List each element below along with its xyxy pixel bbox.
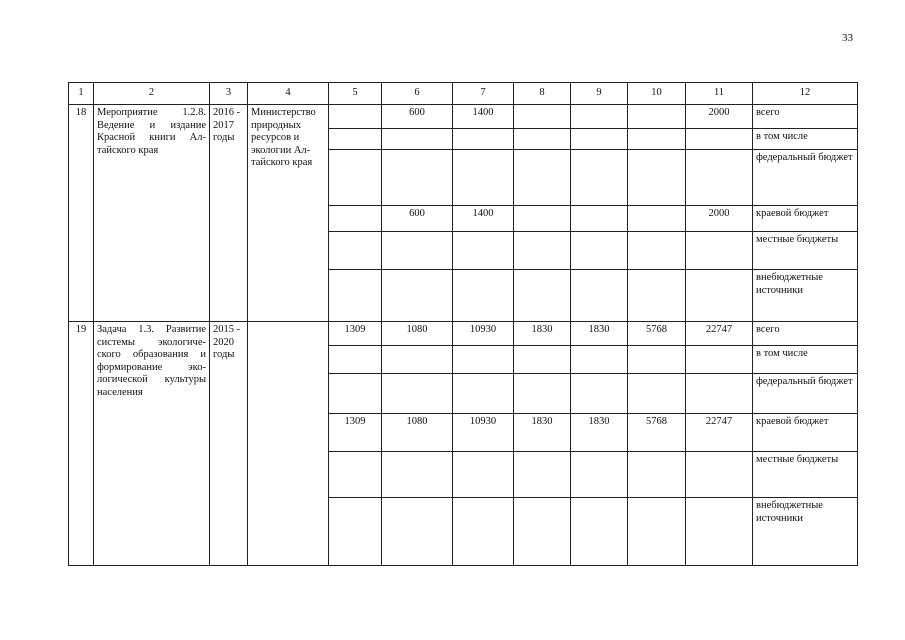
value-cell: [686, 498, 753, 566]
measure-name: Задача 1.3. Развитие системы экологиче-ского образования и формирование эко-логической культуры населения: [94, 322, 210, 566]
funding-source-cell: всего: [753, 322, 858, 346]
value-cell: [571, 232, 628, 270]
value-cell: [514, 129, 571, 150]
funding-source-cell: внебюджетные источники: [753, 270, 858, 322]
value-cell: [329, 150, 382, 206]
value-cell: [382, 452, 453, 498]
value-cell: [571, 129, 628, 150]
value-cell: [453, 150, 514, 206]
value-cell: [514, 206, 571, 232]
value-cell: [571, 498, 628, 566]
value-cell: [571, 206, 628, 232]
value-cell: 22747: [686, 414, 753, 452]
header-cell: 8: [514, 83, 571, 105]
value-cell: [571, 452, 628, 498]
funding-source-cell: всего: [753, 105, 858, 129]
value-cell: [453, 498, 514, 566]
value-cell: [514, 270, 571, 322]
value-cell: [329, 232, 382, 270]
value-cell: [628, 498, 686, 566]
value-cell: [514, 498, 571, 566]
value-cell: [382, 374, 453, 414]
value-cell: [514, 150, 571, 206]
value-cell: [686, 150, 753, 206]
header-cell: 9: [571, 83, 628, 105]
value-cell: [514, 452, 571, 498]
header-cell: 2: [94, 83, 210, 105]
value-cell: 10930: [453, 322, 514, 346]
value-cell: [514, 346, 571, 374]
table-row: [69, 322, 858, 346]
value-cell: [329, 270, 382, 322]
value-cell: [686, 346, 753, 374]
value-cell: 1830: [571, 414, 628, 452]
budget-table: [68, 82, 858, 566]
value-cell: [382, 498, 453, 566]
page-number: 33: [842, 32, 853, 44]
value-cell: [329, 105, 382, 129]
value-cell: [329, 206, 382, 232]
header-cell: 5: [329, 83, 382, 105]
header-cell: 7: [453, 83, 514, 105]
value-cell: 5768: [628, 414, 686, 452]
header-cell: 11: [686, 83, 753, 105]
value-cell: [628, 105, 686, 129]
value-cell: 1830: [571, 322, 628, 346]
value-cell: 1830: [514, 322, 571, 346]
value-cell: 1309: [329, 414, 382, 452]
value-cell: [686, 270, 753, 322]
value-cell: [453, 452, 514, 498]
funding-source-cell: местные бюджеты: [753, 452, 858, 498]
value-cell: [382, 346, 453, 374]
value-cell: 600: [382, 105, 453, 129]
value-cell: [453, 374, 514, 414]
value-cell: 10930: [453, 414, 514, 452]
funding-source-cell: федеральный бюджет: [753, 150, 858, 206]
value-cell: 1080: [382, 414, 453, 452]
header-cell: 4: [248, 83, 329, 105]
value-cell: [571, 150, 628, 206]
value-cell: [628, 374, 686, 414]
value-cell: [628, 232, 686, 270]
value-cell: [382, 129, 453, 150]
value-cell: [382, 150, 453, 206]
value-cell: 5768: [628, 322, 686, 346]
value-cell: [329, 498, 382, 566]
value-cell: [686, 374, 753, 414]
value-cell: [686, 129, 753, 150]
value-cell: [686, 452, 753, 498]
value-cell: 600: [382, 206, 453, 232]
value-cell: [514, 232, 571, 270]
value-cell: [571, 270, 628, 322]
value-cell: 1830: [514, 414, 571, 452]
value-cell: [628, 206, 686, 232]
table-row: [69, 105, 858, 129]
header-cell: 10: [628, 83, 686, 105]
executor-cell: [248, 322, 329, 566]
header-row: [69, 83, 858, 105]
period-cell: 2016 - 2017 годы: [210, 105, 248, 322]
value-cell: [453, 270, 514, 322]
value-cell: [686, 232, 753, 270]
funding-source-cell: внебюджетные источники: [753, 498, 858, 566]
value-cell: [329, 129, 382, 150]
value-cell: [628, 452, 686, 498]
funding-source-cell: краевой бюджет: [753, 206, 858, 232]
header-cell: 3: [210, 83, 248, 105]
period-cell: 2015 - 2020 годы: [210, 322, 248, 566]
measure-name: Мероприятие 1.2.8. Ведение и издание Красной книги Ал-тайского края: [94, 105, 210, 322]
value-cell: [382, 232, 453, 270]
value-cell: [571, 374, 628, 414]
value-cell: [329, 346, 382, 374]
value-cell: [628, 270, 686, 322]
value-cell: [329, 452, 382, 498]
row-number: 19: [69, 322, 94, 566]
value-cell: [453, 129, 514, 150]
funding-source-cell: местные бюджеты: [753, 232, 858, 270]
value-cell: 1080: [382, 322, 453, 346]
value-cell: [514, 105, 571, 129]
value-cell: 22747: [686, 322, 753, 346]
value-cell: [571, 346, 628, 374]
header-cell: 6: [382, 83, 453, 105]
value-cell: 2000: [686, 206, 753, 232]
value-cell: [329, 374, 382, 414]
funding-source-cell: краевой бюджет: [753, 414, 858, 452]
row-number: 18: [69, 105, 94, 322]
funding-source-cell: в том числе: [753, 129, 858, 150]
value-cell: [382, 270, 453, 322]
value-cell: 1309: [329, 322, 382, 346]
funding-source-cell: федеральный бюджет: [753, 374, 858, 414]
value-cell: 1400: [453, 206, 514, 232]
value-cell: [628, 346, 686, 374]
value-cell: 1400: [453, 105, 514, 129]
value-cell: 2000: [686, 105, 753, 129]
executor-cell: Министерство природных ресурсов и экологии Ал-тайского края: [248, 105, 329, 322]
value-cell: [514, 374, 571, 414]
value-cell: [571, 105, 628, 129]
value-cell: [628, 129, 686, 150]
header-cell: 1: [69, 83, 94, 105]
header-cell: 12: [753, 83, 858, 105]
value-cell: [453, 232, 514, 270]
funding-source-cell: в том числе: [753, 346, 858, 374]
value-cell: [628, 150, 686, 206]
value-cell: [453, 346, 514, 374]
